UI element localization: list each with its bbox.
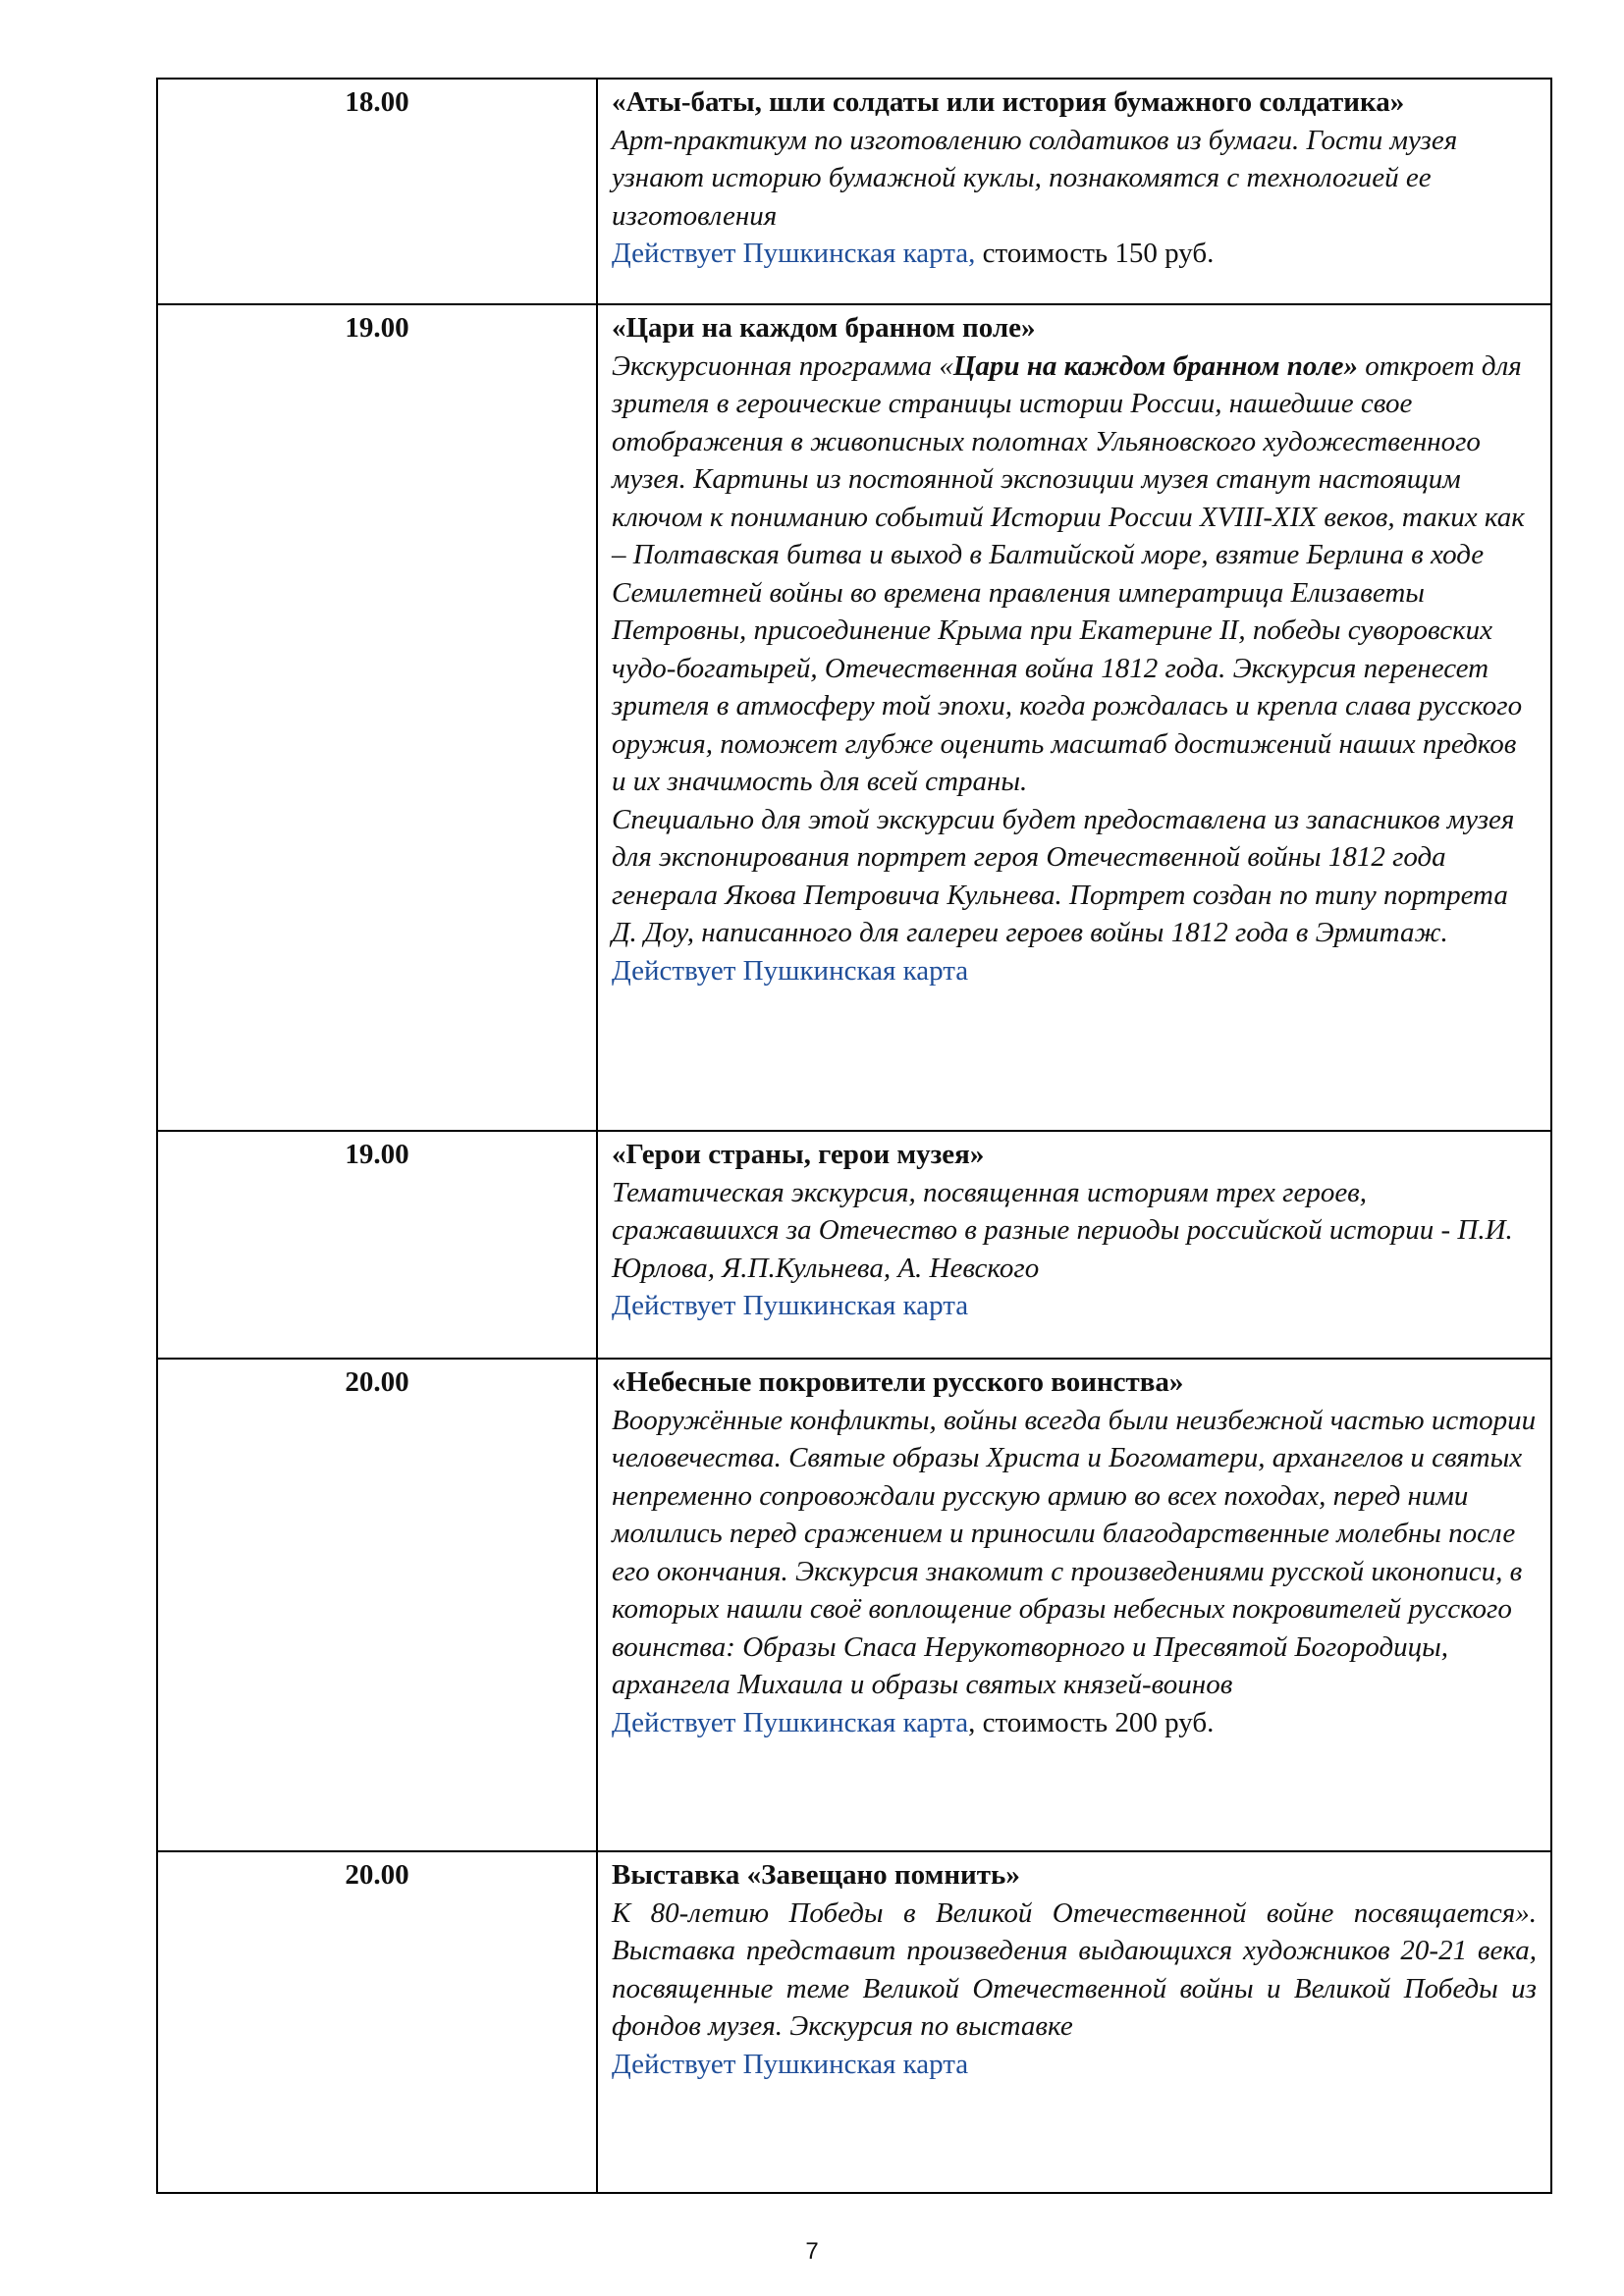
page-number: 7: [805, 2238, 819, 2265]
pushkin-card-link[interactable]: Действует Пушкинская карта: [612, 1706, 969, 1738]
table-row: [157, 1131, 1551, 1359]
table-row: [157, 304, 1551, 1131]
event-description: Арт-практикум по изготовлению солдатиков из бумаги. Гости музея узнают историю бумажной куклы, познакомятся с технологией ее изготовления: [612, 124, 1458, 232]
event-footer: [612, 235, 1537, 273]
pushkin-card-link[interactable]: Действует Пушкинская карта: [612, 2048, 969, 2080]
event-description: [612, 347, 1537, 801]
event-footer: [612, 952, 1537, 990]
pushkin-card-link[interactable]: Действует Пушкинская карта: [612, 954, 969, 987]
table-row: [157, 1359, 1551, 1851]
event-details: [597, 1851, 1551, 2193]
schedule-table: [156, 78, 1552, 2194]
pushkin-card-link[interactable]: Действует Пушкинская карта,: [612, 238, 976, 269]
event-details: [597, 1359, 1551, 1851]
pushkin-card-link[interactable]: Действует Пушкинская карта: [612, 1290, 969, 1321]
event-description-main: откроет для зрителя в героические страницы истории России, нашедшие свое отображения в живописных полотнах Ульяновского художественного музея. Картины из постоянной экспозиции музея станут настоящим ключом к пониманию событий Истории России XVIII-XIX веков, таких как – Полтавская битва и выход в Балтийской море, взятие Берлина в ходе Семилетней войны во времена правления императрица Елизаветы Петровны, присоединение Крыма при Екатерине II, победы суворовских чудо-богатырей, Отечественная война 1812 года. Экскурсия перенесет зрителя в атмосферу той эпохи, когда рождалась и крепла слава русского оружия, поможет глубже оценить масштаб достижений наших предков и их значимость для всей страны.: [612, 349, 1525, 797]
event-title: «Герои страны, герои музея»: [612, 1139, 985, 1170]
event-footer: [612, 1287, 1537, 1325]
event-description: Тематическая экскурсия, посвященная историям трех героев, сражавшихся за Отечество в разные периоды российской истории - П.И. Юрлова, Я.П.Кульнева, А. Невского: [612, 1176, 1513, 1284]
event-details: [597, 79, 1551, 304]
event-description-extra: Специально для этой экскурсии будет предоставлена из запасников музея для экспонирования портрет героя Отечественной войны 1812 года генерала Якова Петровича Кульнева. Портрет создан по типу портрета Д. Доу, написанного для галереи героев войны 1812 года в Эрмитаж.: [612, 803, 1515, 948]
event-time: 18.00: [157, 79, 597, 304]
table-row: [157, 79, 1551, 304]
event-details: [597, 304, 1551, 1131]
event-footer: [612, 1704, 1537, 1742]
event-time: 20.00: [157, 1851, 597, 2193]
event-description-emphasis: Цари на каждом бранном поле»: [952, 349, 1358, 382]
event-time: 19.00: [157, 1131, 597, 1359]
event-footer: [612, 2046, 1537, 2084]
event-title: Выставка «Завещано помнить»: [612, 1859, 1020, 1891]
event-price: стоимость 150 руб.: [975, 238, 1215, 269]
event-title: «Аты-баты, шли солдаты или история бумажного солдатика»: [612, 86, 1405, 118]
event-price: , стоимость 200 руб.: [968, 1706, 1215, 1738]
event-title: «Небесные покровители русского воинства»: [612, 1366, 1184, 1398]
event-details: [597, 1131, 1551, 1359]
event-description: Вооружённые конфликты, войны всегда были неизбежной частью истории человечества. Святые образы Христа и Богоматери, архангелов и святых непременно сопровождали русскую армию во всех походах, перед ними молились перед сражением и приносили благодарственные молебны после его окончания. Экскурсия знакомит с произведениями русской иконописи, в которых нашли своё воплощение образы небесных покровителей русского воинства: Образы Спаса Нерукотворного и Пресвятой Богородицы, архангела Михаила и образы святых князей-воинов: [612, 1404, 1537, 1700]
event-time: 20.00: [157, 1359, 597, 1851]
event-title: «Цари на каждом бранном поле»: [612, 312, 1036, 344]
event-time: 19.00: [157, 304, 597, 1131]
event-description: К 80-летию Победы в Великой Отечественной войне посвящается». Выставка представит произведения выдающихся художников 20-21 века, посвященные теме Великой Отечественной войны и Великой Победы из фондов музея. Экскурсия по выставке: [612, 1896, 1537, 2042]
event-description-intro: Экскурсионная программа «: [612, 349, 953, 382]
table-row: [157, 1851, 1551, 2193]
